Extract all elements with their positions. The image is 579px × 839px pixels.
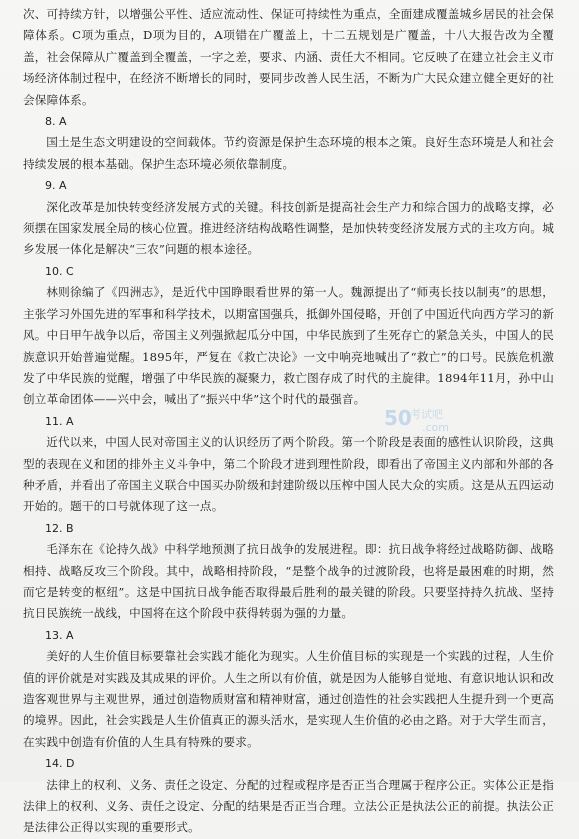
question-number: 10. C <box>45 264 74 278</box>
watermark-domain: .com <box>422 421 449 434</box>
question-number: 14. D <box>45 757 75 771</box>
explanation-paragraph: 近代以来，中国人民对帝国主义的认识经历了两个阶段。第一个阶段是表面的感性认识阶段，这典型的表现在义和团的排外主义斗争中，第二个阶段才进到理性阶段，即看出了帝国主义内部和外部的各种矛盾，并看出了帝国主义联合中国买办阶级和封建阶级以压榨中国人民大众的实质。这是从五四运动开始的。题干的口号就体现了这一点。 <box>23 435 554 514</box>
explanation-paragraph: 深化改革是加快转变经济发展方式的关键。科技创新是提高社会生产力和综合国力的战略支撑，必须摆在国家发展全局的核心位置。推进经济结构战略性调整，是加快转变经济发展方式的主攻方向。城乡发展一体化是解决“三农”问题的根本途径。 <box>23 199 554 257</box>
question-number: 11. A <box>45 414 74 428</box>
explanation-paragraph: 林则徐编了《四洲志》，是近代中国睁眼看世界的第一人。魏源提出了“师夷长技以制夷”的思想，主张学习外国先进的军事和科学技术，以期富国强兵，抵御外国侵略，开创了中国近代向西方学习的新风。中日甲午战争以后，帝国主义列强掀起瓜分中国，中华民族到了生死存亡的紧急关头，中国人的民族意识开始普遍觉醒。1895年，严复在《救亡决论》一文中响亮地喊出了“救亡”的口号。民族危机激发了中华民族的觉醒，增强了中华民族的凝聚力，救亡图存成了时代的主旋律。1894年11月，孙中山创立革命团体——兴中会，喊出了“振兴中华”这个时代的最强音。 <box>23 285 554 407</box>
explanation-paragraph: 美好的人生价值目标要靠社会实践才能化为现实。人生价值目标的实现是一个实践的过程，人生价值的评价就是对实践及其成果的评价。人生之所以有价值，就是因为人能够自觉地、有意识地认识和改造客观世界与主观世界，通过创造物质财富和精神财富，通过创造性的社会实践把人生提升到一个更高的境界。因此，社会实践是人生价值真正的源头活水，是实现人生价值的必由之路。对于大学生而言，在实践中创造有价值的人生具有特殊的要求。 <box>23 649 554 749</box>
question-number: 12. B <box>45 521 74 535</box>
explanation-paragraph: 国土是生态文明建设的空间载体。节约资源是保护生态环境的根本之策。良好生态环境是人和社会持续发展的根本基础。保护生态环境必须依靠制度。 <box>23 135 554 171</box>
explanation-paragraph: 法律上的权利、义务、责任之设定、分配的过程或程序是否正当合理属于程序公正。实体公正是指法律上的权利、义务、责任之设定、分配的结果是否正当合理。立法公正是执法公正的前提。执法公正是法律公正得以实现的重要形式。 <box>23 777 554 835</box>
watermark-number: 50 <box>384 406 412 430</box>
document-body <box>23 4 554 839</box>
explanation-paragraph: 毛泽东在《论持久战》中科学地预测了抗日战争的发展进程。即：抗日战争将经过战略防御、战略相持、战略反攻三个阶段。其中，战略相持阶段，“是整个战争的过渡阶段，也将是最困难的时期，然而它是转变的枢纽”。这是中国抗日战争能否取得最后胜利的最关键的阶段。只要坚持持久抗战、坚持抗日民族统一战线，中国将在这个阶段中获得转弱为强的力量。 <box>23 542 554 621</box>
question-number: 13. A <box>45 628 74 642</box>
question-number: 8. A <box>45 115 67 129</box>
watermark-brand: 考试吧 <box>410 408 443 421</box>
question-number: 9. A <box>45 179 67 193</box>
explanation-paragraph: 次、可持续方针，以增强公平性、适应流动性、保证可持续性为重点，全面建成覆盖城乡居民的社会保障体系。C项为重点，D项为目的，A项错在广覆盖上，十二五规划是广覆盖，十八大报告改为全覆盖，社会保障从广覆盖到全覆盖，一字之差，要求、内涵、责任大不相同。它反映了在建立社会主义市场经济体制过程中，在经济不断增长的同时，要同步改善人民生活，不断为广大民众建立健全更好的社会保障体系。 <box>23 7 554 107</box>
